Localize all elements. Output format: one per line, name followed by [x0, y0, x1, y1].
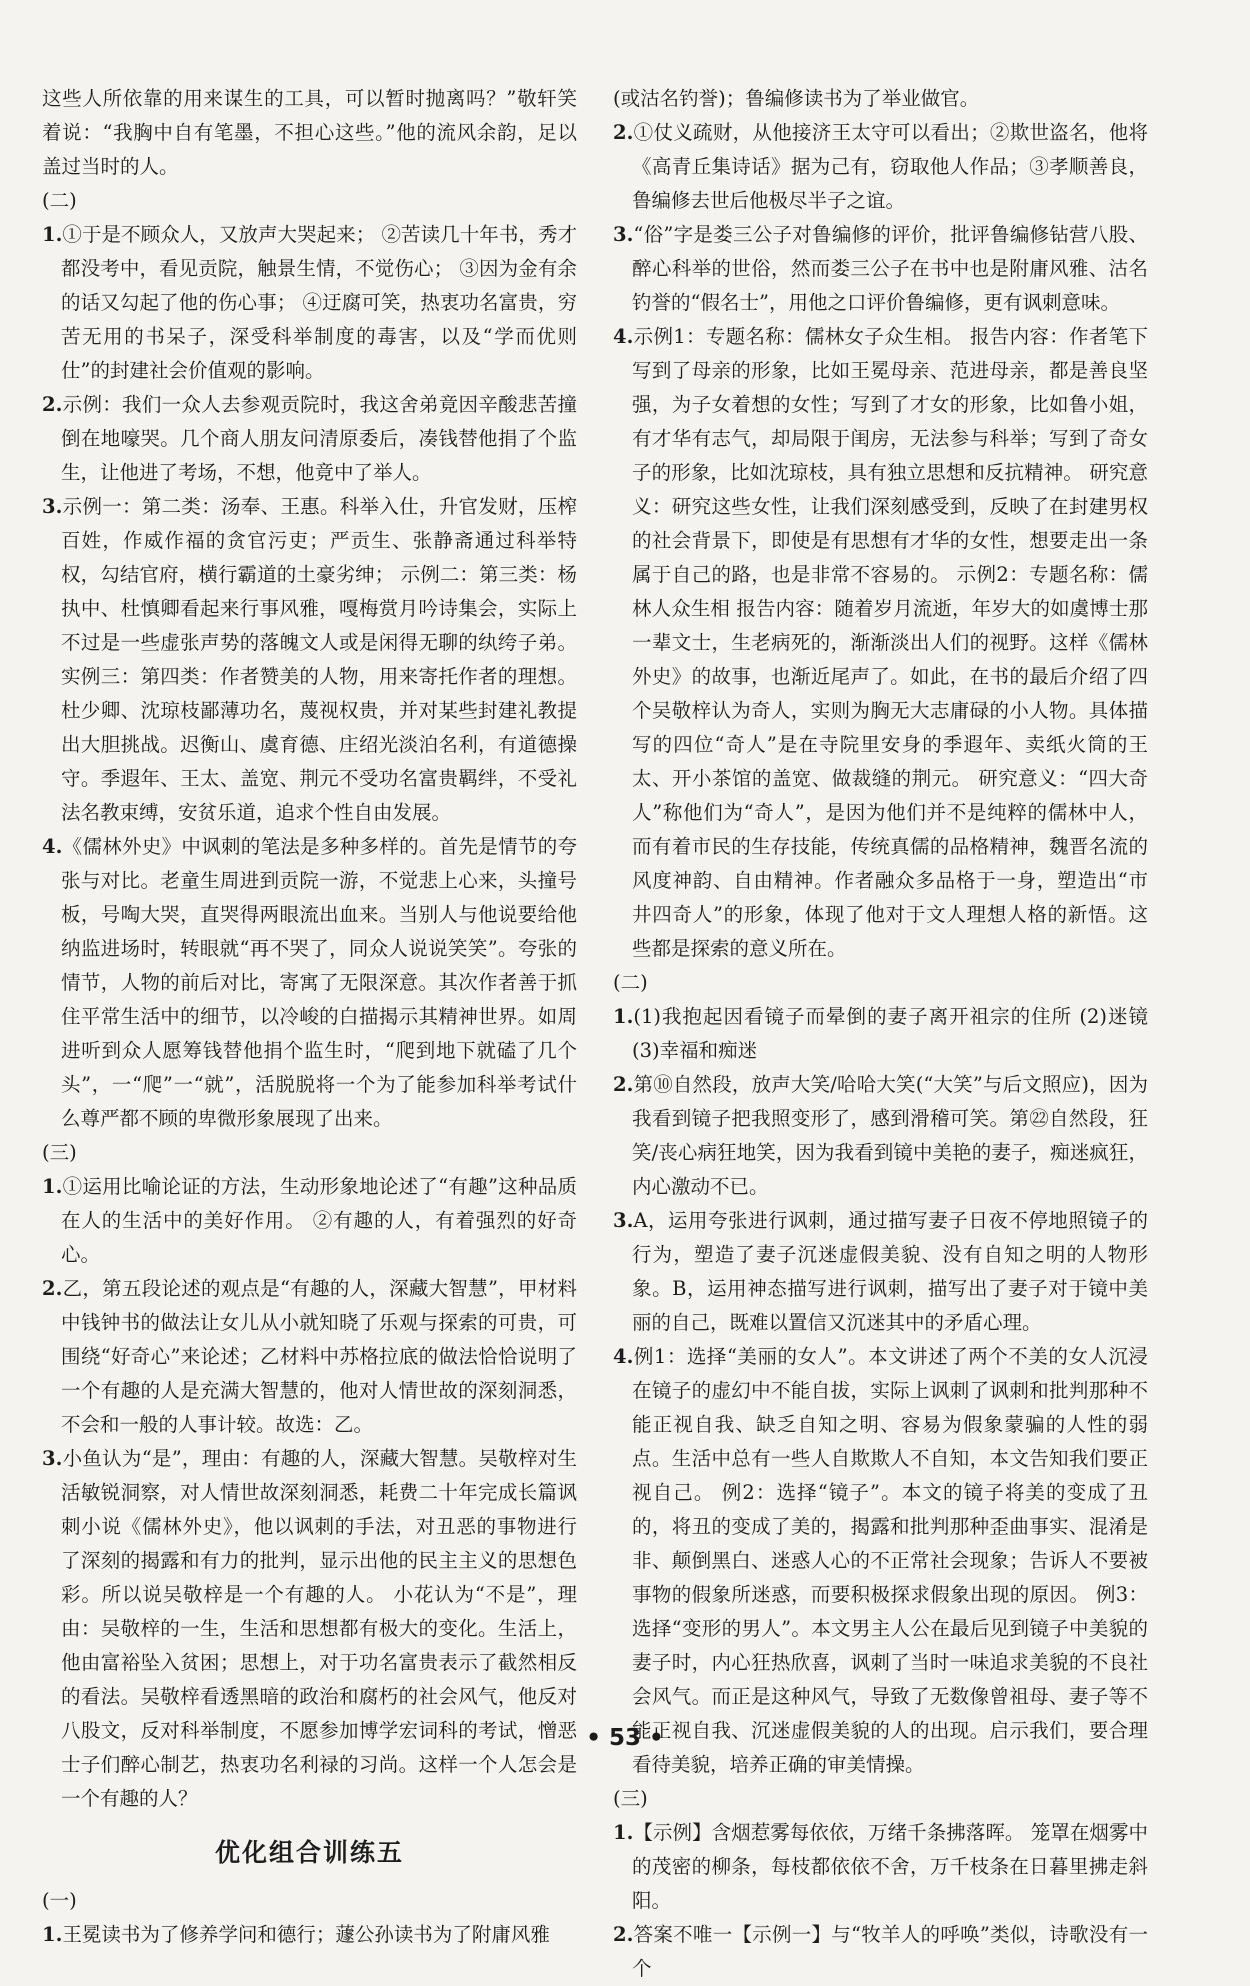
section-label-2: (二) — [42, 189, 77, 212]
section-heading: 优化组合训练五 — [214, 1838, 404, 1867]
answer-item: 1.①运用比喻论证的方法，生动形象地论述了“有趣”这种品质在人的生活中的美好作用。 ②有趣的人，有着强烈的好奇心。 — [42, 1175, 577, 1266]
answer-item: 4.《儒林外史》中讽刺的笔法是多种多样的。首先是情节的夸张与对比。老童生周进到贡院一游，不觉悲上心来，头撞号板，号啕大哭，直哭得两眼流出血来。当别人与他说要给他纳监进场时，转眼就“再不哭了，同众人说说笑笑”。夸张的情节，人物的前后对比，寄寓了无限深意。其次作者善于抓住平常生活中的细节，以冷峻的白描揭示其精神世界。如周进听到众人愿筹钱替他捐个监生时，“爬到地下就磕了几个头”，一“爬”一“就”，活脱脱将一个为了能参加科举考试什么尊严都不顾的卑微形象展现了出来。 — [42, 835, 577, 1130]
section-label-3: (三) — [613, 1787, 648, 1810]
section-label-2: (二) — [613, 971, 648, 994]
answer-item: 4.例1：选择“美丽的女人”。本文讲述了两个不美的女人沉浸在镜子的虚幻中不能自拔，实际上讽刺了讽刺和批判那种不能正视自我、缺乏自知之明、容易为假象蒙骗的人性的弱点。生活中总有一些人自欺欺人不自知，本文告知我们要正视自己。 例2：选择“镜子”。本文的镜子将美的变成了丑的，将丑的变成了美的，揭露和批判那种歪曲事实、混淆是非、颠倒黑白、迷惑人心的不正常社会现象；告诉人不要被事物的假象所迷惑，而要积极探求假象出现的原因。 例3：选择“变形的男人”。本文男主人公在最后见到镜子中美貌的妻子时，内心狂热欣喜，讽刺了当时一味追求美貌的不良社会风气。而正是这种风气，导致了无数像曾祖母、妻子等不能正视自我、沉迷虚假美貌的人的出现。启示我们，要合理看待美貌，培养正确的审美情操。 — [613, 1345, 1148, 1776]
intro-paragraph: 这些人所依靠的用来谋生的工具，可以暂时抛离吗？”敬轩笑着说：“我胸中自有笔墨，不担心这些。”他的流风余韵，足以盖过当时的人。 — [42, 87, 577, 178]
answer-item: 3.示例一：第二类：汤奉、王惠。科举入仕，升官发财，压榨百姓，作威作福的贪官污吏；严贡生、张静斋通过科举特权，勾结官府，横行霸道的土豪劣绅； 示例二：第三类：杨执中、杜慎卿看起来行事风雅，嘎梅赏月吟诗集会，实际上不过是一些虚张声势的落魄文人或是闲得无聊的纨绔子弟。 实例三：第四类：作者赞美的人物，用来寄托作者的理想。杜少卿、沈琼枝鄙薄功名，蔑视权贵，并对某些封建礼教提出大胆挑战。迟衡山、虞育德、庄绍光淡泊名利，有道德操守。季遐年、王太、盖宽、荆元不受功名富贵羁绊，不受礼法名教束缚，安贫乐道，追求个性自由发展。 — [42, 495, 577, 824]
answer-item: 2.①仗义疏财，从他接济王太守可以看出；②欺世盗名，他将《高青丘集诗话》据为己有，窃取他人作品；③孝顺善良，鲁编修去世后他极尽半子之谊。 — [613, 121, 1148, 212]
continued-answer: (或沽名钓誉)；鲁编修读书为了举业做官。 — [613, 87, 980, 110]
page-number: • 53 • — [586, 1725, 664, 1751]
answer-item: 3.小鱼认为“是”，理由：有趣的人，深藏大智慧。吴敬梓对生活敏锐洞察，对人情世故深刻洞悉，耗费二十年完成长篇讽刺小说《儒林外史》，他以讽刺的手法，对丑恶的事物进行了深刻的揭露和有力的批判，显示出他的民主主义的思想色彩。所以说吴敬梓是一个有趣的人。 小花认为“不是”，理由：吴敬梓的一生，生活和思想都有极大的变化。生活上，他由富裕坠入贫困；思想上，对于功名富贵表示了截然相反的看法。吴敬梓看透黑暗的政治和腐朽的社会风气，他反对八股文，反对科举制度，不愿参加博学宏词科的考试，憎恶士子们醉心制艺，热衷功名利禄的习尚。这样一个人怎会是一个有趣的人？ — [42, 1447, 577, 1810]
left-column — [42, 82, 577, 1952]
answer-item: 2.答案不唯一【示例一】与“牧羊人的呼唤”类似，诗歌没有一个 — [613, 1923, 1148, 1980]
answer-item: 4.示例1：专题名称：儒林女子众生相。 报告内容：作者笔下写到了母亲的形象，比如王冕母亲、范进母亲，都是善良坚强，为子女着想的女性；写到了才女的形象，比如鲁小姐，有才华有志气，却局限于闺房，无法参与科举；写到了奇女子的形象，比如沈琼枝，具有独立思想和反抗精神。 研究意义：研究这些女性，让我们深刻感受到，反映了在封建男权的社会背景下，即使是有思想有才华的女性，想要走出一条属于自己的路，也是非常不容易的。 示例2：专题名称：儒林人众生相 报告内容：随着岁月流逝，年岁大的如虞博士那一辈文士，生老病死的，渐渐淡出人们的视野。这样《儒林外史》的故事，也渐近尾声了。如此，在书的最后介绍了四个吴敬梓认为奇人，实则为胸无大志庸碌的小人物。具体描写的四位“奇人”是在寺院里安身的季遐年、卖纸火筒的王太、开小茶馆的盖宽、做裁缝的荆元。 研究意义：“四大奇人”称他们为“奇人”，是因为他们并不是纯粹的儒林中人，而有着市民的生存技能，传统真儒的品格精神，魏晋名流的风度神韵、自由精神。作者融众多品格于一身，塑造出“市井四奇人”的形象，体现了他对于文人理想人格的新悟。这些都是探索的意义所在。 — [613, 325, 1148, 960]
section-label-1: (一) — [42, 1889, 77, 1912]
answer-item: 1.①于是不顾众人，又放声大哭起来； ②苦读几十年书，秀才都没考中，看见贡院，触景生情，不觉伤心； ③因为金有余的话又勾起了他的伤心事； ④迂腐可笑，热衷功名富贵，穷苦无用的书呆子，深受科举制度的毒害，以及“学而优则仕”的封建社会价值观的影响。 — [42, 223, 577, 382]
answer-item: 2.乙，第五段论述的观点是“有趣的人，深藏大智慧”，甲材料中钱钟书的做法让女儿从小就知晓了乐观与探索的可贵，可围绕“好奇心”来论述；乙材料中苏格拉底的做法恰恰说明了一个有趣的人是充满大智慧的，他对人情世故的深刻洞悉，不会和一般的人事计较。故选：乙。 — [42, 1277, 577, 1436]
answer-item: 3.“俗”字是娄三公子对鲁编修的评价，批评鲁编修钻营八股、醉心科举的世俗，然而娄三公子在书中也是附庸风雅、沽名钓誉的“假名士”，用他之口评价鲁编修，更有讽刺意味。 — [613, 223, 1148, 314]
answer-item: 2.第⑩自然段，放声大笑/哈哈大笑(“大笑”与后文照应)，因为我看到镜子把我照变形了，感到滑稽可笑。第㉒自然段，狂笑/丧心病狂地笑，因为我看到镜中美艳的妻子，痴迷疯狂，内心激动不已。 — [613, 1073, 1148, 1198]
answer-item: 1.【示例】含烟惹雾每依依，万绪千条拂落晖。 笼罩在烟雾中的茂密的柳条，每枝都依依不舍，万千枝条在日暮里拂走斜阳。 — [613, 1821, 1148, 1912]
answer-item: 1.(1)我抱起因看镜子而晕倒的妻子离开祖宗的住所 (2)迷镜 (3)幸福和痴迷 — [613, 1005, 1148, 1062]
right-column — [613, 82, 1148, 1986]
answer-item: 1.王冕读书为了修养学问和德行；蘧公孙读书为了附庸风雅 — [42, 1923, 550, 1946]
section-label-3: (三) — [42, 1141, 77, 1164]
answer-item: 2.示例：我们一众人去参观贡院时，我这舍弟竟因辛酸悲苦撞倒在地嚎哭。几个商人朋友问清原委后，凑钱替他捐了个监生，让他进了考场，不想，他竟中了举人。 — [42, 393, 577, 484]
answer-item: 3.A，运用夸张进行讽刺，通过描写妻子日夜不停地照镜子的行为，塑造了妻子沉迷虚假美貌、没有自知之明的人物形象。B，运用神态描写进行讽刺，描写出了妻子对于镜中美丽的自己，既难以置信又沉迷其中的矛盾心理。 — [613, 1209, 1148, 1334]
